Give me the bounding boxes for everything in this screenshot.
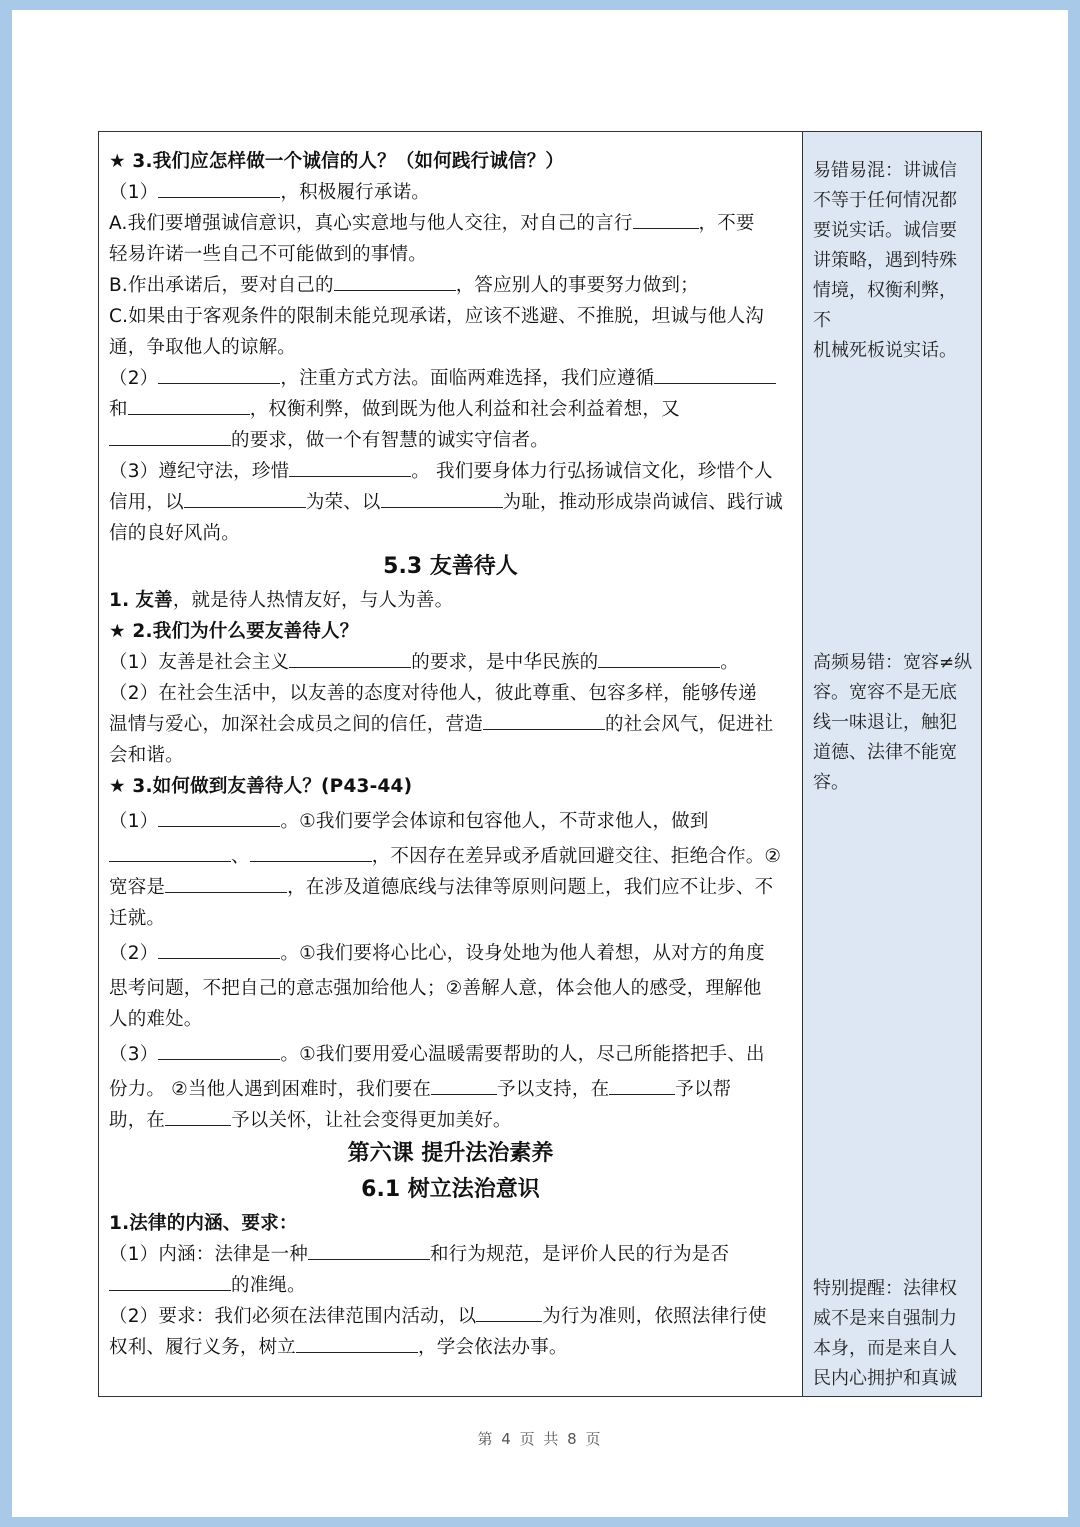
sidebar-note-special-reminder: 特别提醒：法律权 威不是来自强制力 本身，而是来自人 民内心拥护和真诚 [813, 1278, 957, 1389]
fill-blank[interactable] [165, 872, 287, 893]
fill-blank[interactable] [381, 487, 503, 508]
text-line: （1）友善是社会主义 的要求，是中华民族的 。 [109, 647, 792, 678]
notes-table [98, 131, 982, 1397]
question-title: ★ 3.我们应怎样做一个诚信的人？（如何践行诚信？） [109, 151, 565, 172]
fill-blank[interactable] [296, 1332, 418, 1353]
fill-blank[interactable] [476, 1301, 542, 1322]
fill-blank[interactable] [483, 709, 605, 730]
text-line: 人的难处。 [109, 1009, 203, 1030]
question-title: 1.法律的内涵、要求： [109, 1213, 298, 1234]
fill-blank[interactable] [158, 177, 280, 198]
main-content-column [99, 132, 803, 1396]
sidebar-note-misconception: 易错易混：讲诚信 不等于任何情况都 要说实话。诚信要 讲策略，遇到特殊 情境，权衡利弊，不 机械死板说实话。 [813, 160, 957, 361]
fill-blank[interactable] [158, 363, 280, 384]
definition-line: 1. 友善，就是待人热情友好，与人为善。 [109, 590, 454, 611]
text-line: 思考问题，不把自己的意志强加给他人；②善解人意，体会他人的感受，理解他 [109, 978, 762, 999]
text-line: （2）要求：我们必须在法律范围内活动，以 为行为准则，依照法律行使 [109, 1301, 792, 1332]
text-line: 信的良好风尚。 [109, 523, 240, 544]
text-line: 通，争取他人的谅解。 [109, 337, 297, 358]
text-line: 、 ，不因存在差异或矛盾就回避交往、拒绝合作。② [109, 841, 792, 872]
fill-blank[interactable] [109, 841, 231, 862]
text-line: （3）遵纪守法，珍惜 。 我们要身体力行弘扬诚信文化，珍惜个人 [109, 456, 792, 487]
fill-blank[interactable] [308, 1239, 430, 1260]
text-line: B.作出承诺后，要对自己的 ，答应别人的事要努力做到； [109, 270, 792, 301]
text-line: （1） 。①我们要学会体谅和包容他人，不苛求他人，做到 [109, 806, 792, 837]
fill-blank[interactable] [598, 647, 720, 668]
fill-blank[interactable] [334, 270, 456, 291]
fill-blank[interactable] [158, 806, 280, 827]
fill-blank[interactable] [158, 938, 280, 959]
text-line: C.如果由于客观条件的限制未能兑现承诺，应该不逃避、不推脱，坦诚与他人沟 [109, 306, 765, 327]
fill-blank[interactable] [431, 1074, 497, 1095]
question-title: ★ 3.如何做到友善待人？(P43-44) [109, 776, 413, 797]
text-line: 权利、履行义务，树立 ，学会依法办事。 [109, 1332, 792, 1363]
section-heading: 6.1 树立法治意识 [361, 1177, 540, 1202]
fill-blank[interactable] [289, 456, 411, 477]
document-page [12, 10, 1068, 1517]
fill-blank[interactable] [184, 487, 306, 508]
text-line: 温情与爱心，加深社会成员之间的信任，营造 的社会风气，促进社 [109, 709, 792, 740]
text-line: 轻易许诺一些自己不可能做到的事情。 [109, 244, 427, 265]
text-line: 份力。 ②当他人遇到困难时，我们要在 予以支持，在 予以帮 [109, 1074, 792, 1105]
lesson-heading: 第六课 提升法治素养 [347, 1141, 554, 1166]
fill-blank[interactable] [654, 363, 776, 384]
section-heading: 5.3 友善待人 [383, 554, 518, 579]
fill-blank[interactable] [165, 1105, 231, 1126]
text-line: 的准绳。 [109, 1270, 792, 1301]
text-line: 助，在 予以关怀，让社会变得更加美好。 [109, 1105, 792, 1136]
sidebar-notes-column [803, 132, 981, 1396]
text-line: （2） ，注重方式方法。面临两难选择，我们应遵循 [109, 363, 792, 394]
fill-blank[interactable] [289, 647, 411, 668]
text-line: （1） ，积极履行承诺。 [109, 177, 792, 208]
fill-blank[interactable] [158, 1039, 280, 1060]
text-line: 宽容是 ，在涉及道德底线与法律等原则问题上，我们应不让步、不 [109, 872, 792, 903]
fill-blank[interactable] [109, 425, 231, 446]
fill-blank[interactable] [109, 1270, 231, 1291]
fill-blank[interactable] [633, 208, 699, 229]
text-line: 信用，以 为荣、以 为耻，推动形成崇尚诚信、践行诚 [109, 487, 792, 518]
text-line: （2） 。①我们要将心比心，设身处地为他人着想，从对方的角度 [109, 938, 792, 969]
text-line: （2）在社会生活中，以友善的态度对待他人，彼此尊重、包容多样，能够传递 [109, 683, 757, 704]
text-line: 会和谐。 [109, 745, 184, 766]
text-line: 的要求，做一个有智慧的诚实守信者。 [109, 425, 792, 456]
text-line: 迁就。 [109, 908, 166, 929]
text-line: （3） 。①我们要用爱心温暖需要帮助的人，尽己所能搭把手、出 [109, 1039, 792, 1070]
question-title: ★ 2.我们为什么要友善待人？ [109, 621, 359, 642]
fill-blank[interactable] [609, 1074, 675, 1095]
text-line: A.我们要增强诚信意识，真心实意地与他人交往，对自己的言行 ，不要 [109, 208, 792, 239]
text-line: 和 ，权衡利弊，做到既为他人利益和社会利益着想，又 [109, 394, 792, 425]
fill-blank[interactable] [250, 841, 372, 862]
text-line: （1）内涵：法律是一种 和行为规范，是评价人民的行为是否 [109, 1239, 792, 1270]
page-number: 第 4 页 共 8 页 [477, 1430, 603, 1448]
sidebar-note-frequent-error: 高频易错：宽容≠纵 容。宽容不是无底 线一味退让，触犯 道德、法律不能宽 容。 [813, 652, 973, 793]
fill-blank[interactable] [128, 394, 250, 415]
